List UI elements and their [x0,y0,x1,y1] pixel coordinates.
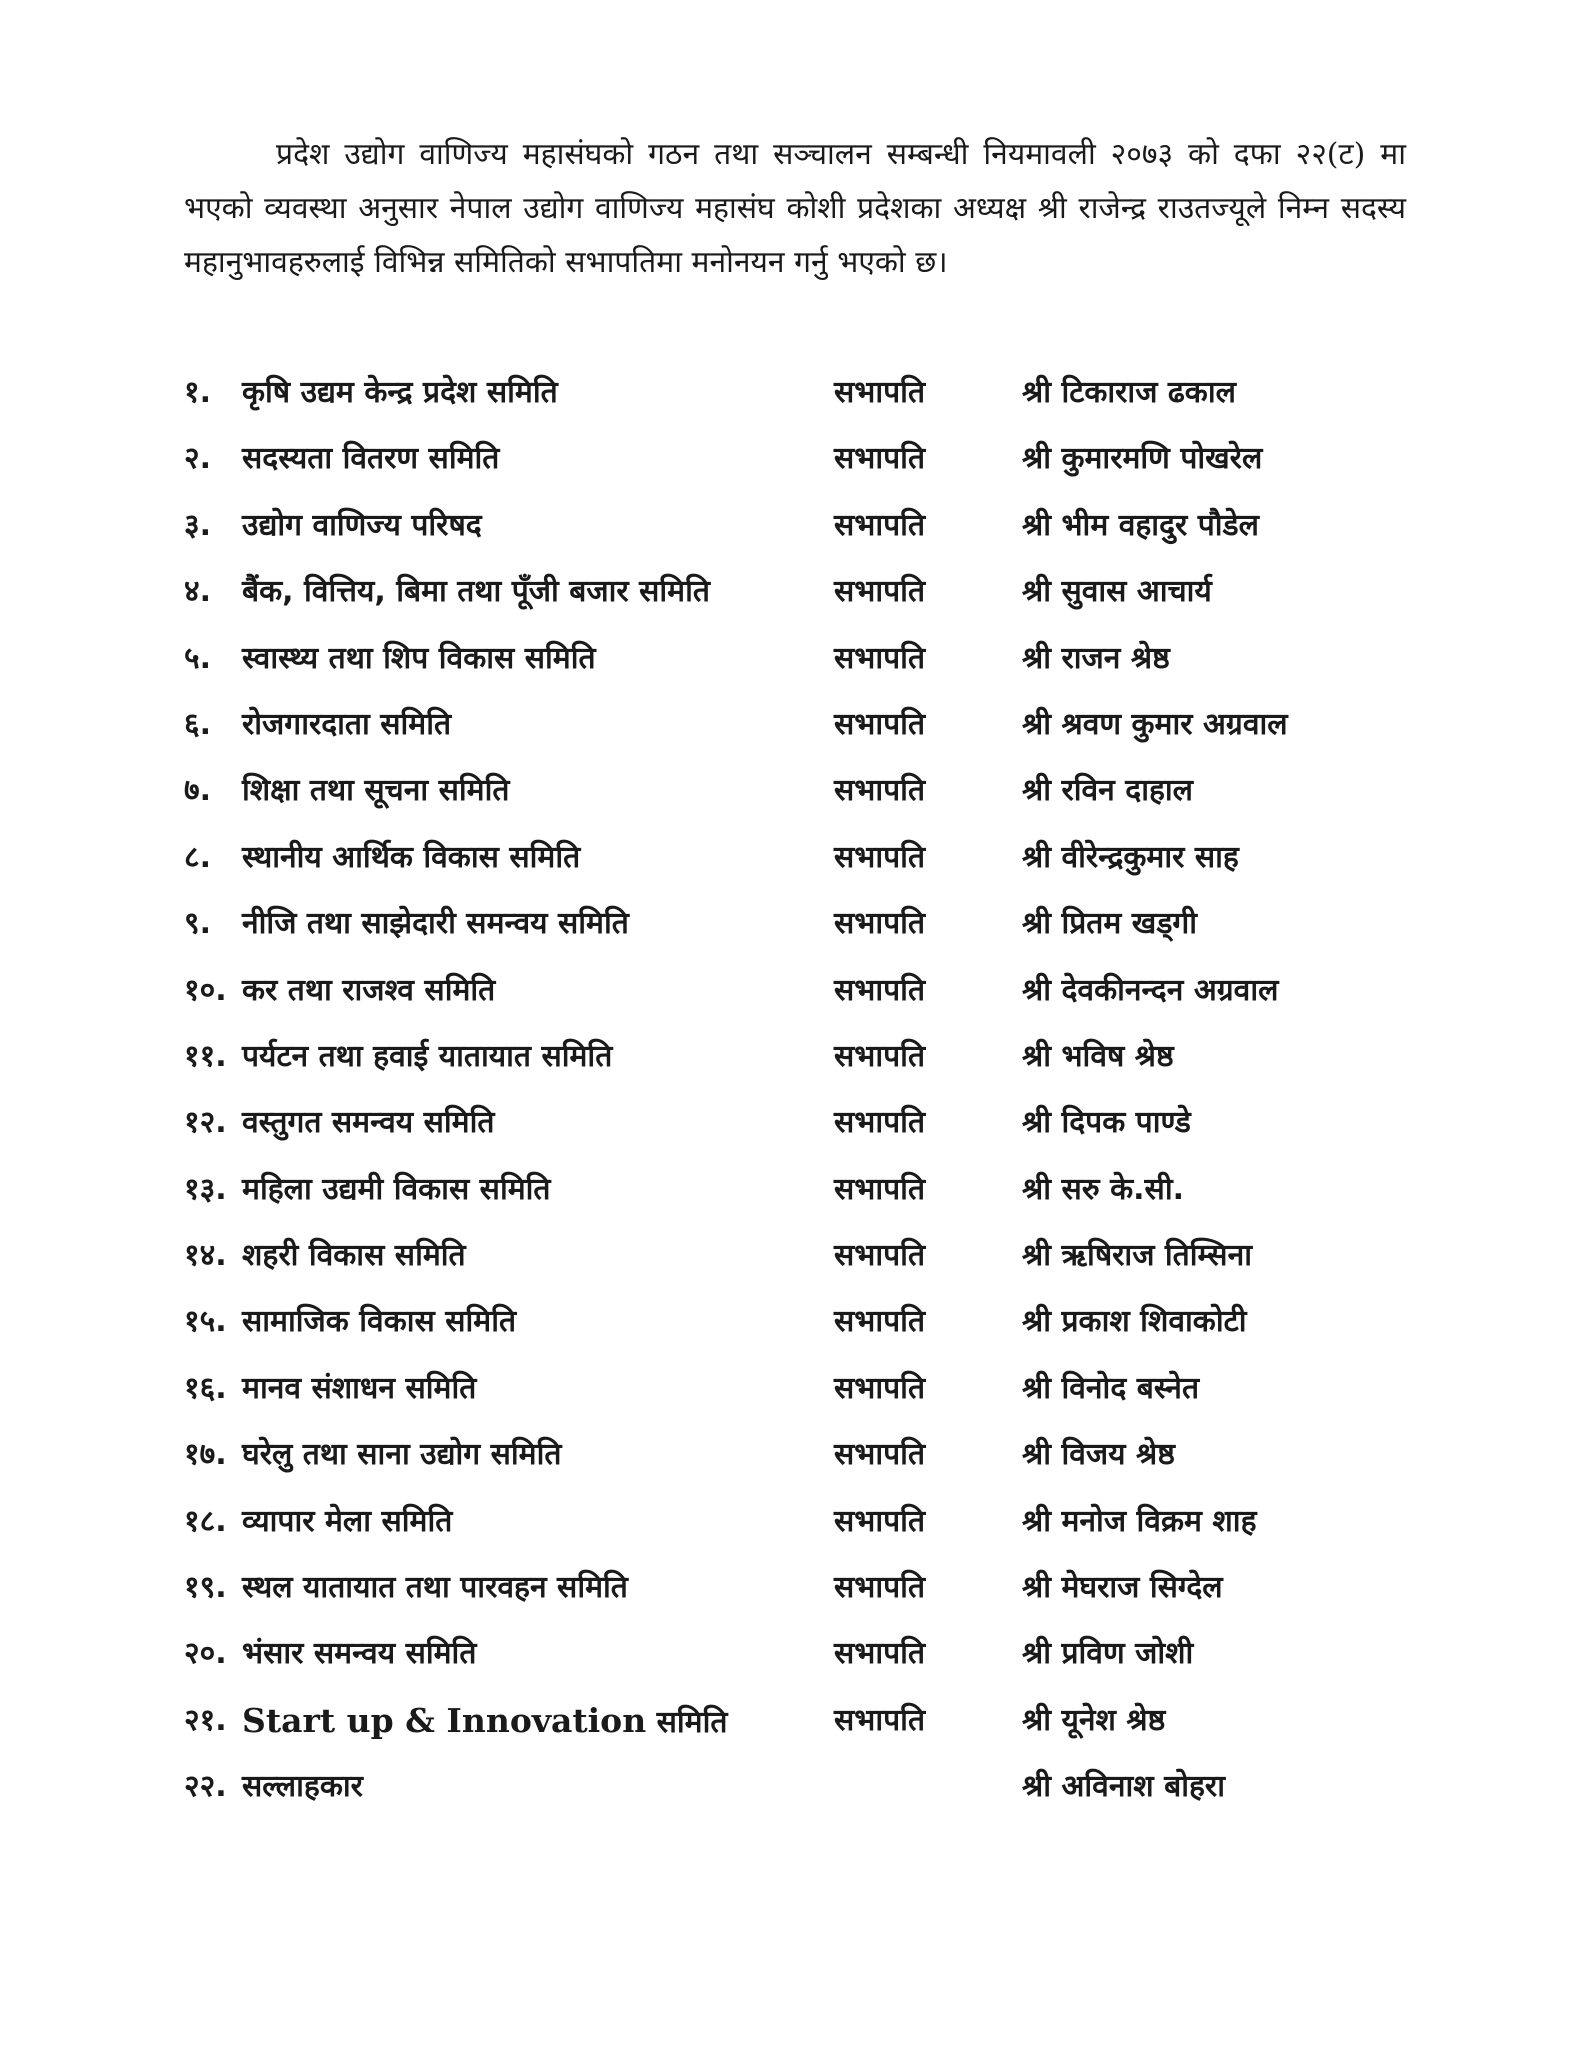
person-name: श्री विनोद बस्नेत [1022,1370,1200,1406]
committee-name: रोजगारदाता समिति [242,706,452,742]
role-label: सभापति [834,441,926,477]
role-label: सभापति [834,1105,926,1141]
person-name: श्री यूनेश श्रेष्ठ [1022,1702,1166,1738]
list-item [184,1621,1406,1687]
item-number: ११. [184,1038,227,1074]
list-item [184,1289,1406,1355]
committee-name: कर तथा राजश्व समिति [242,972,496,1008]
role-label: सभापति [834,906,926,942]
item-number: १८. [184,1503,227,1539]
item-number: १९. [184,1570,227,1606]
committee-name: स्थल यातायात तथा पारवहन समिति [242,1570,628,1606]
role-label: सभापति [834,839,926,875]
committee-name: कृषि उद्यम केन्द्र प्रदेश समिति [242,375,558,410]
list-item [184,891,1406,957]
committee-name-suffix: समिति [646,1704,728,1740]
item-number: ७. [184,773,211,809]
item-number: ९. [184,906,211,942]
item-number: २१. [184,1702,227,1738]
item-number: २०. [184,1636,227,1672]
committee-name: सामाजिक विकास समिति [242,1304,517,1340]
role-label: सभापति [834,1038,926,1074]
role-label: सभापति [834,773,926,809]
committee-name: नीजि तथा साझेदारी समन्वय समिति [242,906,629,942]
role-label: सभापति [834,1304,926,1340]
role-label: सभापति [834,1570,926,1606]
person-name: श्री अविनाश बोहरा [1022,1769,1225,1805]
item-number: १५. [184,1304,227,1340]
list-item [184,692,1406,758]
role-label: सभापति [834,640,926,676]
role-label: सभापति [834,706,926,742]
committee-name: स्थानीय आर्थिक विकास समिति [242,839,581,875]
list-item [184,1024,1406,1090]
person-name: श्री देवकीनन्दन अग्रवाल [1022,972,1279,1008]
item-number: २. [184,441,211,477]
person-name: श्री भविष श्रेष्ठ [1022,1038,1174,1074]
role-label: सभापति [834,1370,926,1406]
list-item [184,1754,1406,1820]
role-label: सभापति [834,375,926,410]
person-name: श्री राजन श्रेष्ठ [1022,640,1170,676]
list-item [184,626,1406,692]
person-name: श्री श्रवण कुमार अग्रवाल [1022,706,1288,742]
item-number: १६. [184,1370,227,1406]
committee-name: स्वास्थ्य तथा शिप विकास समिति [242,640,596,676]
role-label: सभापति [834,507,926,543]
list-item [184,958,1406,1024]
committee-name: वस्तुगत समन्वय समिति [242,1105,495,1141]
item-number: १३. [184,1171,227,1207]
list-item [184,825,1406,891]
list-item [184,1489,1406,1555]
person-name: श्री विजय श्रेष्ठ [1022,1437,1175,1473]
person-name: श्री कुमारमणि पोखरेल [1022,441,1263,477]
committee-name: घरेलु तथा साना उद्योग समिति [242,1437,562,1473]
role-label: सभापति [834,1171,926,1207]
role-label: सभापति [834,574,926,610]
item-number: २२. [184,1769,227,1805]
committee-list [184,360,1406,1821]
list-item [184,1223,1406,1289]
person-name: श्री मेघराज सिग्देल [1022,1570,1223,1606]
list-item [184,1090,1406,1156]
role-label: सभापति [834,1503,926,1539]
person-name: श्री वीरेन्द्रकुमार साह [1022,839,1239,875]
person-name: श्री ऋषिराज तिम्सिना [1022,1238,1252,1274]
committee-name: बैंक, वित्तिय, बिमा तथा पूँजी बजार समिति [242,574,710,610]
item-number: १२. [184,1105,227,1141]
person-name: श्री टिकाराज ढकाल [1022,375,1236,410]
item-number: ३. [184,507,211,543]
committee-name: सल्लाहकार [242,1769,363,1805]
item-number: ५. [184,640,211,676]
list-item [184,1422,1406,1488]
committee-name: व्यापार मेला समिति [242,1503,453,1539]
role-label: सभापति [834,1238,926,1274]
committee-name: मानव संशाधन समिति [242,1370,477,1406]
item-number: ८. [184,839,211,875]
item-number: १७. [184,1437,227,1473]
role-label: सभापति [834,972,926,1008]
list-item [184,559,1406,625]
list-item [184,1688,1406,1754]
person-name: श्री सरु के.सी. [1022,1171,1185,1207]
list-item [184,426,1406,492]
list-item [184,1356,1406,1422]
person-name: श्री सुवास आचार्य [1022,574,1212,610]
committee-name: उद्योग वाणिज्य परिषद [242,507,482,543]
committee-name: महिला उद्यमी विकास समिति [242,1171,551,1207]
person-name: श्री प्रकाश शिवाकोटी [1022,1304,1247,1340]
committee-name-latin: Start up & Innovation [242,1700,647,1740]
person-name: श्री प्रितम खड्गी [1022,906,1198,942]
committee-name: भंसार समन्वय समिति [242,1636,477,1672]
committee-name: शहरी विकास समिति [242,1238,466,1274]
list-item [184,1157,1406,1223]
item-number: ६. [184,706,211,742]
item-number: १४. [184,1238,227,1274]
list-item [184,493,1406,559]
item-number: ४. [184,574,211,610]
person-name: श्री भीम वहादुर पौडेल [1022,507,1259,543]
person-name: श्री मनोज विक्रम शाह [1022,1503,1257,1539]
list-item [184,1555,1406,1621]
committee-name: सदस्यता वितरण समिति [242,441,500,477]
role-label: सभापति [834,1437,926,1473]
committee-name: पर्यटन तथा हवाई यातायात समिति [242,1038,613,1074]
person-name: श्री प्रविण जोशी [1022,1636,1194,1672]
person-name: श्री दिपक पाण्डे [1022,1105,1191,1141]
intro-paragraph: प्रदेश उद्योग वाणिज्य महासंघको गठन तथा सञ्चालन सम्बन्धी नियमावली २०७३ को दफा २२(ट) मा भएको व्यवस्था अनुसार नेपाल उद्योग वाणिज्य महासंघ कोशी प्रदेशका अध्यक्ष श्री राजेन्द्र राउतज्यूले निम्न सदस्य महानुभावहरुलाई विभिन्न समितिको सभापतिमा मनोनयन गर्नु भएको छ। [184,137,1406,280]
role-label: सभापति [834,1636,926,1672]
item-number: १. [184,375,211,410]
role-label: सभापति [834,1702,926,1738]
committee-name: शिक्षा तथा सूचना समिति [242,773,510,809]
item-number: १०. [184,972,227,1008]
list-item [184,758,1406,824]
list-item [184,360,1406,426]
person-name: श्री रविन दाहाल [1022,773,1194,809]
